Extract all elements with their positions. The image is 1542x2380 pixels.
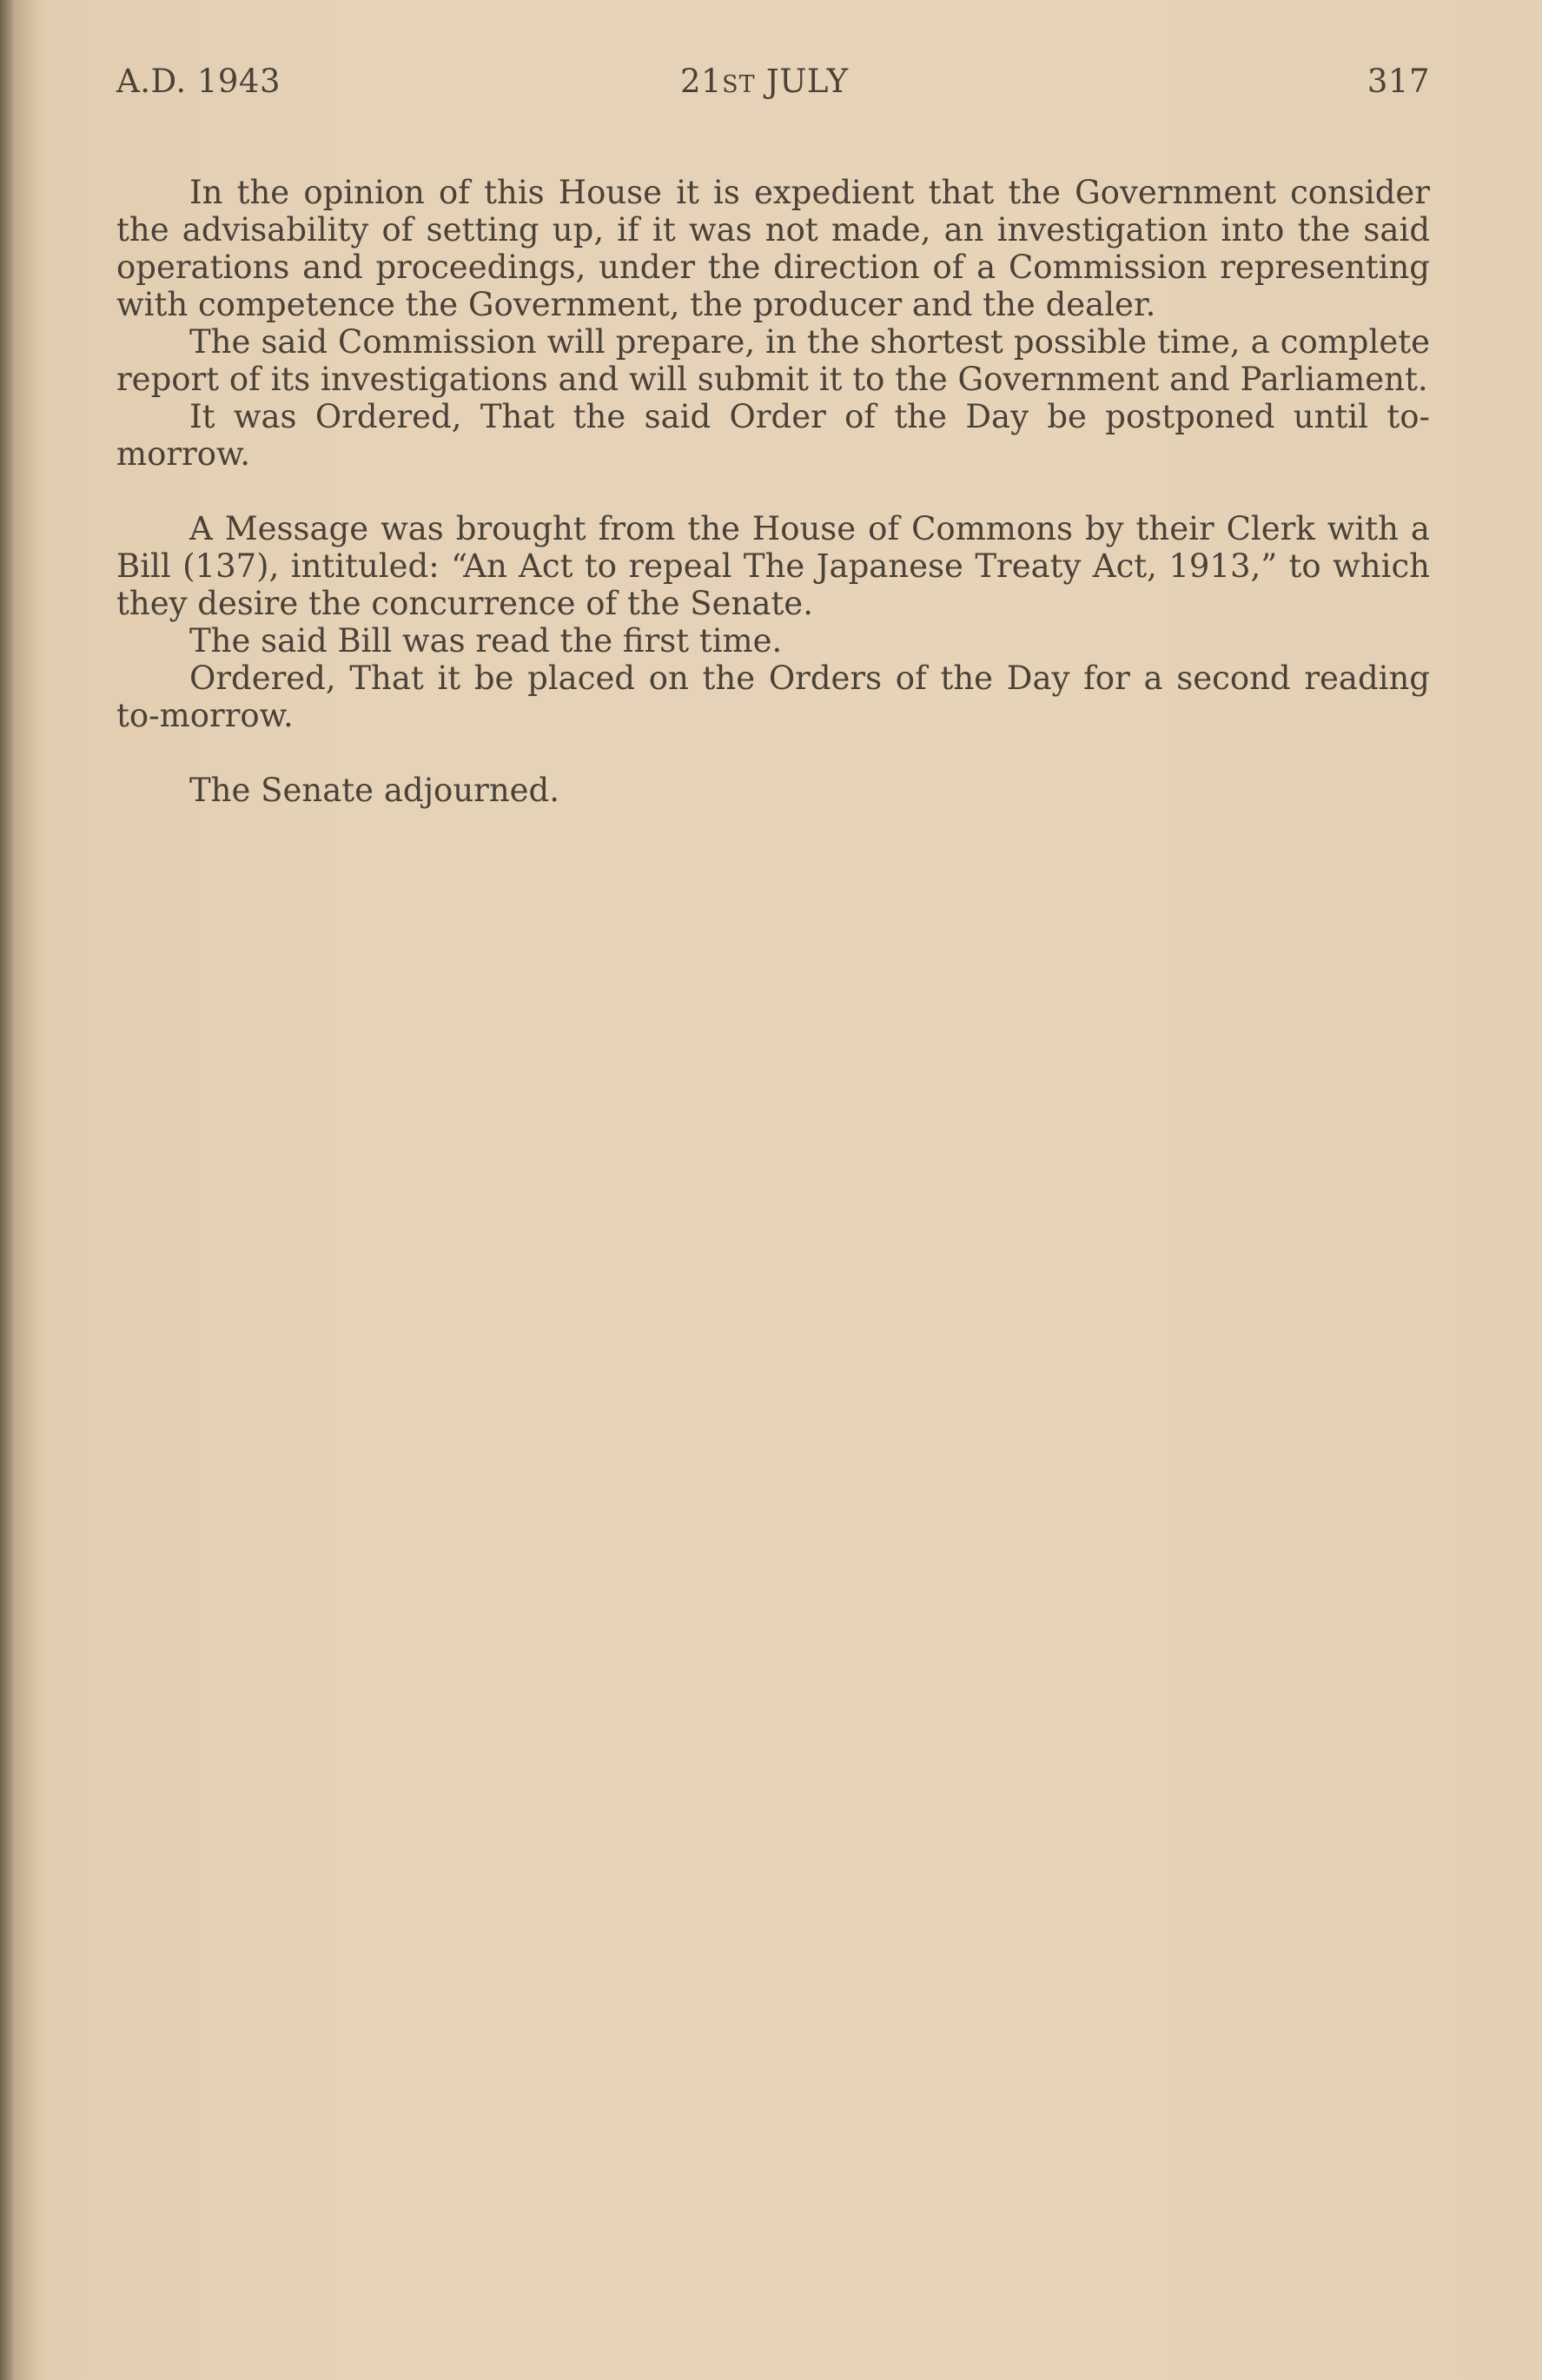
book-spine-edge	[0, 0, 16, 2380]
spine-shadow	[16, 0, 42, 2380]
header-date-suffix: ST	[722, 71, 756, 98]
paragraph-motion-text: In the opinion of this House it is expedient that the Government consider the advisability of setting up, if it was not made, an investigation into the said operations and proceedings, under the direction of a Commission representing with competence the Government, the producer and the dealer.	[116, 174, 1430, 323]
paragraph-commons-message: A Message was brought from the House of Commons by their Clerk with a Bill (137), intituled: “An Act to repeal The Japanese Treaty Act, 1913,” to which they desire the concurrence of the Senate.	[116, 510, 1430, 622]
header-year: A.D. 1943	[116, 63, 281, 100]
header-date-month: JULY	[755, 63, 849, 100]
section-gap	[116, 473, 1430, 510]
paragraph-adjourned: The Senate adjourned.	[189, 772, 560, 809]
motion-block	[116, 174, 1430, 473]
page-number: 317	[1367, 63, 1430, 100]
header-date	[680, 63, 849, 100]
section-gap	[116, 734, 1430, 772]
paragraph-first-reading: The said Bill was read the first time.	[189, 622, 783, 660]
journal-body	[116, 174, 1430, 809]
paragraph-commission-report: The said Commission will prepare, in the shortest possible time, a complete report of its investigations and will submit it to the Government and Parliament.	[116, 323, 1430, 398]
paragraph-postponed: It was Ordered, That the said Order of the Day be postponed until to-morrow.	[116, 398, 1430, 473]
message-block	[116, 510, 1430, 734]
header-date-day: 21	[680, 63, 723, 100]
paragraph-second-reading-order: Ordered, That it be placed on the Orders of the Day for a second reading to-morrow.	[116, 660, 1430, 734]
running-header	[116, 63, 1430, 106]
adjournment-block	[116, 772, 1430, 809]
